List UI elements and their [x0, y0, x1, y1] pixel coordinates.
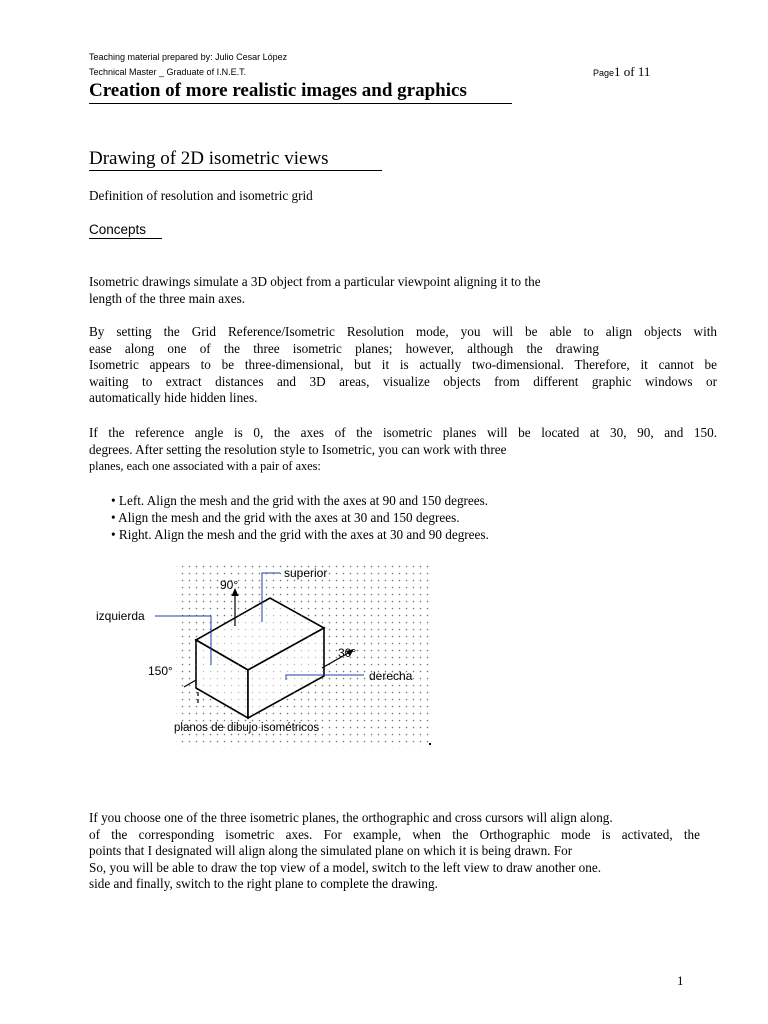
text-line: degrees. After setting the resolution style to Isometric, you can work with three	[89, 441, 507, 457]
text-line: Isometric appears to be three-dimensional, but it is actually two-dimensional. Therefore, it cannot be	[89, 357, 717, 373]
paragraph-grid-mode	[89, 324, 717, 407]
label-derecha: derecha	[369, 669, 413, 683]
figure-caption: planos de dibujo isométricos	[174, 722, 320, 734]
page-title: Creation of more realistic images and graphics	[89, 80, 467, 101]
author-title: Technical Master _ Graduate of I.N.E.T.	[89, 67, 247, 77]
text-line: So, you will be able to draw the top view of a model, switch to the left view to draw another one.	[89, 859, 601, 875]
paragraph-isometric-intro	[89, 274, 717, 307]
isometric-planes-figure	[88, 556, 438, 752]
text-line: By setting the Grid Reference/Isometric Resolution mode, you will be able to align objects with	[89, 324, 717, 339]
paragraph-reference-angle	[89, 425, 717, 475]
page-indicator	[593, 63, 650, 81]
list-item: • Align the mesh and the grid with the axes at 30 and 150 degrees.	[111, 510, 460, 525]
text-line: automatically hide hidden lines.	[89, 390, 258, 406]
stray-mark	[429, 743, 431, 745]
paragraph-orthographic	[89, 810, 700, 893]
text-line: If you choose one of the three isometric planes, the orthographic and cross cursors will align along.	[89, 810, 613, 825]
page-prefix: Page	[593, 68, 615, 78]
text-line: If the reference angle is 0, the axes of the isometric planes will be located at 30, 90, and 150.	[89, 425, 717, 440]
text-line: planes, each one associated with a pair of axes:	[89, 459, 321, 474]
page-number: 1	[677, 973, 684, 988]
title-underline	[89, 103, 512, 104]
definition-line: Definition of resolution and isometric grid	[89, 188, 313, 203]
concepts-underline	[89, 238, 162, 239]
label-izquierda: izquierda	[96, 609, 145, 623]
text-line: length of the three main axes.	[89, 290, 245, 306]
label-superior: superior	[284, 566, 328, 580]
text-line: waiting to extract distances and 3D areas, visualize objects from different graphic windows or	[89, 373, 717, 389]
text-line: of the corresponding isometric axes. For example, when the Orthographic mode is activated, the	[89, 826, 700, 842]
text-line: ease along one of the three isometric planes; however, although the drawing	[89, 340, 599, 356]
list-item: • Right. Align the mesh and the grid with the axes at 30 and 90 degrees.	[111, 527, 489, 542]
bullet-list	[111, 492, 489, 543]
label-150-degrees: 150°	[148, 664, 173, 678]
page-count: 1 of 11	[614, 64, 651, 79]
label-90-degrees: 90°	[220, 578, 239, 592]
text-line: side and finally, switch to the right plane to complete the drawing.	[89, 876, 438, 892]
subtitle-underline	[89, 170, 382, 171]
section-subtitle: Drawing of 2D isometric views	[89, 148, 329, 169]
label-30-degrees: 30°	[338, 646, 357, 660]
concepts-heading: Concepts	[89, 222, 147, 237]
prepared-by: Teaching material prepared by: Julio Cesar López	[89, 52, 288, 62]
list-item: • Left. Align the mesh and the grid with the axes at 90 and 150 degrees.	[111, 493, 489, 508]
text-line: Isometric drawings simulate a 3D object from a particular viewpoint aligning it to the	[89, 274, 541, 289]
text-line: points that I designated will align along the simulated plane on which it is being drawn. For	[89, 843, 573, 859]
